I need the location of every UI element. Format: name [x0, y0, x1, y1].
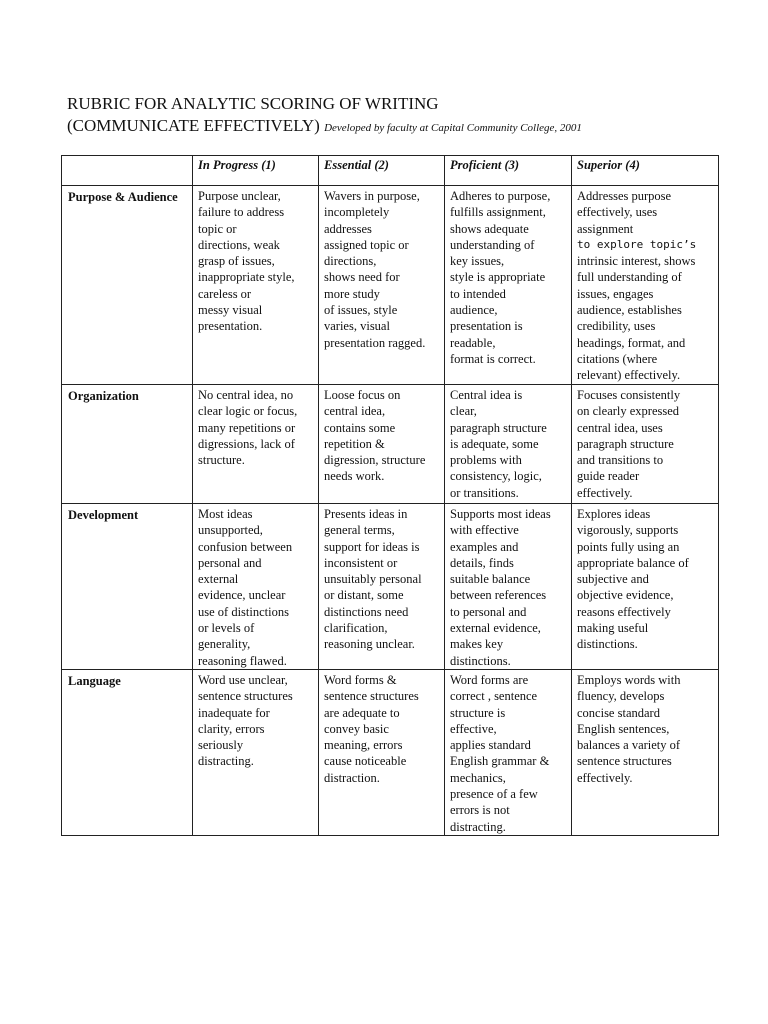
- rubric-cell-proficient: [445, 186, 572, 385]
- document-title: RUBRIC FOR ANALYTIC SCORING OF WRITING: [67, 94, 439, 113]
- cell-text-line: sentence structures: [324, 689, 419, 704]
- cell-text-line: suitable balance: [450, 572, 531, 587]
- rubric-table: [61, 155, 719, 836]
- rubric-cell-essential: [319, 670, 445, 836]
- cell-text-line: guide reader: [577, 469, 640, 484]
- credit-line: Developed by faculty at Capital Community College, 2001: [324, 122, 582, 134]
- cell-text-line: presentation.: [198, 319, 263, 334]
- cell-text-line: or transitions.: [450, 485, 519, 500]
- cell-text-line: shows need for: [324, 270, 400, 285]
- cell-text-line: inappropriate style,: [198, 270, 295, 285]
- cell-text-line: effectively.: [577, 770, 633, 785]
- cell-text-line: and transitions to: [577, 453, 664, 468]
- cell-text-line: reasons effectively: [577, 604, 671, 619]
- cell-text-line: relevant) effectively.: [577, 368, 681, 383]
- cell-text-line: addresses: [324, 221, 372, 236]
- document-subtitle: [67, 115, 582, 139]
- cell-text-line: confusion between: [198, 539, 293, 554]
- cell-text-line: Most ideas: [198, 507, 253, 521]
- rubric-cell-proficient: [445, 504, 572, 670]
- cell-text-line: makes key: [450, 637, 504, 652]
- cell-text-line: presentation ragged.: [324, 335, 426, 350]
- row-header: Organization: [62, 385, 193, 504]
- cell-text-line: citations (where: [577, 351, 658, 366]
- cell-text-line: fluency, develops: [577, 689, 665, 704]
- rubric-row: [62, 385, 719, 504]
- cell-text-line: Supports most ideas: [450, 507, 551, 521]
- cell-text-line: Word use unclear,: [198, 673, 288, 687]
- cell-text-line: distracting.: [198, 754, 254, 769]
- cell-text-line: format is correct.: [450, 351, 536, 366]
- rubric-row: [62, 186, 719, 385]
- rubric-row: [62, 670, 719, 836]
- cell-text-line: is adequate, some: [450, 436, 539, 451]
- cell-text-line: of issues, style: [324, 303, 398, 318]
- cell-text-line: distinctions need: [324, 604, 409, 619]
- cell-text-line: appropriate balance of: [577, 555, 689, 570]
- column-header-proficient: Proficient (3): [445, 156, 572, 186]
- cell-text-line: balances a variety of: [577, 738, 681, 753]
- cell-text-line: digressions, lack of: [198, 436, 295, 451]
- cell-text-line: repetition &: [324, 436, 385, 451]
- cell-text-line: paragraph structure: [450, 420, 547, 435]
- rubric-cell-proficient: [445, 385, 572, 504]
- cell-text-line: reasoning unclear.: [324, 637, 415, 652]
- cell-text-line: effective,: [450, 721, 497, 736]
- row-header: Development: [62, 504, 193, 670]
- rubric-cell-in-progress: [193, 670, 319, 836]
- cell-text-line: Employs words with: [577, 673, 681, 687]
- cell-text-line: are adequate to: [324, 705, 400, 720]
- cell-text-line: concise standard: [577, 705, 660, 720]
- cell-text-line: structure is: [450, 705, 506, 720]
- cell-text-line: mechanics,: [450, 770, 506, 785]
- cell-text-line: headings, format, and: [577, 335, 686, 350]
- cell-text-line: Central idea is: [450, 388, 523, 402]
- cell-text-line: subjective and: [577, 572, 649, 587]
- cell-text-line: examples and: [450, 539, 519, 554]
- cell-text-line: failure to address: [198, 205, 285, 220]
- cell-text-line: effectively, uses: [577, 205, 658, 220]
- cell-text-line: careless or: [198, 286, 252, 301]
- cell-text-line: clarity, errors: [198, 721, 265, 736]
- column-header-superior: Superior (4): [572, 156, 719, 186]
- cell-text-line: unsupported,: [198, 523, 263, 538]
- cell-text-line: presentation is: [450, 319, 523, 334]
- rubric-body: [62, 186, 719, 836]
- cell-text-line: sentence structures: [577, 754, 672, 769]
- cell-text-line: or distant, some: [324, 588, 404, 603]
- cell-text-line: clarification,: [324, 621, 388, 636]
- cell-text-line: readable,: [450, 335, 496, 350]
- cell-text-line: incompletely: [324, 205, 390, 220]
- cell-text-line: Explores ideas: [577, 507, 651, 521]
- rubric-cell-superior: [572, 385, 719, 504]
- cell-text-line: points fully using an: [577, 539, 680, 554]
- cell-text-line: reasoning flawed.: [198, 653, 287, 668]
- cell-text-line: style is appropriate: [450, 270, 546, 285]
- cell-text-line: convey basic: [324, 721, 389, 736]
- cell-text-line: Addresses purpose: [577, 189, 672, 203]
- cell-text-line: problems with: [450, 453, 522, 468]
- rubric-row: [62, 504, 719, 670]
- cell-text-line: inadequate for: [198, 705, 270, 720]
- cell-text-line: full understanding of: [577, 270, 682, 285]
- cell-text-line: distracting.: [450, 819, 506, 834]
- cell-text-line: distinctions.: [450, 653, 511, 668]
- cell-text-line: Focuses consistently: [577, 388, 681, 402]
- cell-text-line: clear logic or focus,: [198, 404, 298, 419]
- cell-text-line: between references: [450, 588, 547, 603]
- cell-text-line: use of distinctions: [198, 604, 289, 619]
- cell-text-line: cause noticeable: [324, 754, 407, 769]
- cell-text-line: with effective: [450, 523, 519, 538]
- cell-text-line: on clearly expressed: [577, 404, 680, 419]
- cell-text-line: general terms,: [324, 523, 395, 538]
- cell-text-line: English sentences,: [577, 721, 670, 736]
- cell-text-line: personal and: [198, 555, 262, 570]
- cell-text-line: presence of a few: [450, 787, 538, 802]
- cell-text-line: to intended: [450, 286, 506, 301]
- rubric-cell-superior: [572, 186, 719, 385]
- cell-text-line: Word forms &: [324, 673, 397, 687]
- cell-text-line: fulfills assignment,: [450, 205, 546, 220]
- cell-text-line: digression, structure: [324, 453, 426, 468]
- cell-text-line: directions,: [324, 254, 377, 269]
- rubric-cell-essential: [319, 385, 445, 504]
- header-row: [62, 156, 719, 186]
- cell-text-line: English grammar &: [450, 754, 550, 769]
- rubric-cell-essential: [319, 504, 445, 670]
- rubric-cell-in-progress: [193, 186, 319, 385]
- cell-text-line: distinctions.: [577, 637, 638, 652]
- cell-text-line: central idea,: [324, 404, 386, 419]
- cell-text-line: inconsistent or: [324, 555, 398, 570]
- cell-text-line: applies standard: [450, 738, 531, 753]
- row-header: Purpose & Audience: [62, 186, 193, 385]
- cell-text-line: generality,: [198, 637, 251, 652]
- cell-text-line: consistency, logic,: [450, 469, 542, 484]
- cell-text-line: grasp of issues,: [198, 254, 275, 269]
- subtitle-text: (COMMUNICATE EFFECTIVELY): [67, 116, 320, 135]
- cell-text-line: issues, engages: [577, 286, 654, 301]
- cell-text-line: paragraph structure: [577, 436, 674, 451]
- cell-text-line: topic or: [198, 221, 237, 236]
- cell-text-line: key issues,: [450, 254, 505, 269]
- cell-text-line: understanding of: [450, 237, 535, 252]
- rubric-cell-in-progress: [193, 504, 319, 670]
- cell-text-line: vigorously, supports: [577, 523, 679, 538]
- cell-text-line: objective evidence,: [577, 588, 674, 603]
- rubric-cell-proficient: [445, 670, 572, 836]
- cell-text-line: intrinsic interest, shows: [577, 254, 696, 269]
- cell-text-line: assignment: [577, 221, 634, 236]
- cell-text-line: Wavers in purpose,: [324, 189, 420, 203]
- cell-text-line: unsuitably personal: [324, 572, 422, 587]
- row-header: Language: [62, 670, 193, 836]
- cell-text-line: assigned topic or: [324, 237, 409, 252]
- cell-text-line: effectively.: [577, 485, 633, 500]
- cell-text-line: meaning, errors: [324, 738, 403, 753]
- cell-text-line: errors is not: [450, 803, 510, 818]
- cell-text-line: or levels of: [198, 621, 255, 636]
- cell-text-line: shows adequate: [450, 221, 529, 236]
- column-header-in-progress: In Progress (1): [193, 156, 319, 186]
- cell-text-line: structure.: [198, 453, 245, 468]
- cell-text-line: sentence structures: [198, 689, 293, 704]
- corner-cell: [62, 156, 193, 186]
- cell-text-line: central idea, uses: [577, 420, 663, 435]
- cell-text-line: evidence, unclear: [198, 588, 286, 603]
- cell-text-line: correct , sentence: [450, 689, 538, 704]
- cell-text-line: more study: [324, 286, 380, 301]
- column-header-essential: Essential (2): [319, 156, 445, 186]
- cell-text-line: external: [198, 572, 239, 587]
- cell-text-line: support for ideas is: [324, 539, 420, 554]
- cell-text-line: seriously: [198, 738, 244, 753]
- cell-text-line: to explore topic’s: [577, 237, 697, 251]
- rubric-cell-superior: [572, 670, 719, 836]
- cell-text-line: details, finds: [450, 555, 514, 570]
- cell-text-line: Purpose unclear,: [198, 189, 281, 203]
- cell-text-line: external evidence,: [450, 621, 541, 636]
- cell-text-line: Adheres to purpose,: [450, 189, 551, 203]
- cell-text-line: Loose focus on: [324, 388, 401, 402]
- cell-text-line: distraction.: [324, 770, 380, 785]
- rubric-cell-superior: [572, 504, 719, 670]
- cell-text-line: directions, weak: [198, 237, 280, 252]
- cell-text-line: many repetitions or: [198, 420, 296, 435]
- rubric-cell-in-progress: [193, 385, 319, 504]
- cell-text-line: audience,: [450, 303, 498, 318]
- cell-text-line: No central idea, no: [198, 388, 294, 402]
- rubric-cell-essential: [319, 186, 445, 385]
- cell-text-line: Word forms are: [450, 673, 529, 687]
- cell-text-line: needs work.: [324, 469, 385, 484]
- cell-text-line: contains some: [324, 420, 396, 435]
- cell-text-line: audience, establishes: [577, 303, 682, 318]
- cell-text-line: messy visual: [198, 303, 263, 318]
- cell-text-line: varies, visual: [324, 319, 390, 334]
- cell-text-line: Presents ideas in: [324, 507, 408, 521]
- cell-text-line: to personal and: [450, 604, 527, 619]
- cell-text-line: clear,: [450, 404, 477, 419]
- cell-text-line: making useful: [577, 621, 649, 636]
- cell-text-line: credibility, uses: [577, 319, 656, 334]
